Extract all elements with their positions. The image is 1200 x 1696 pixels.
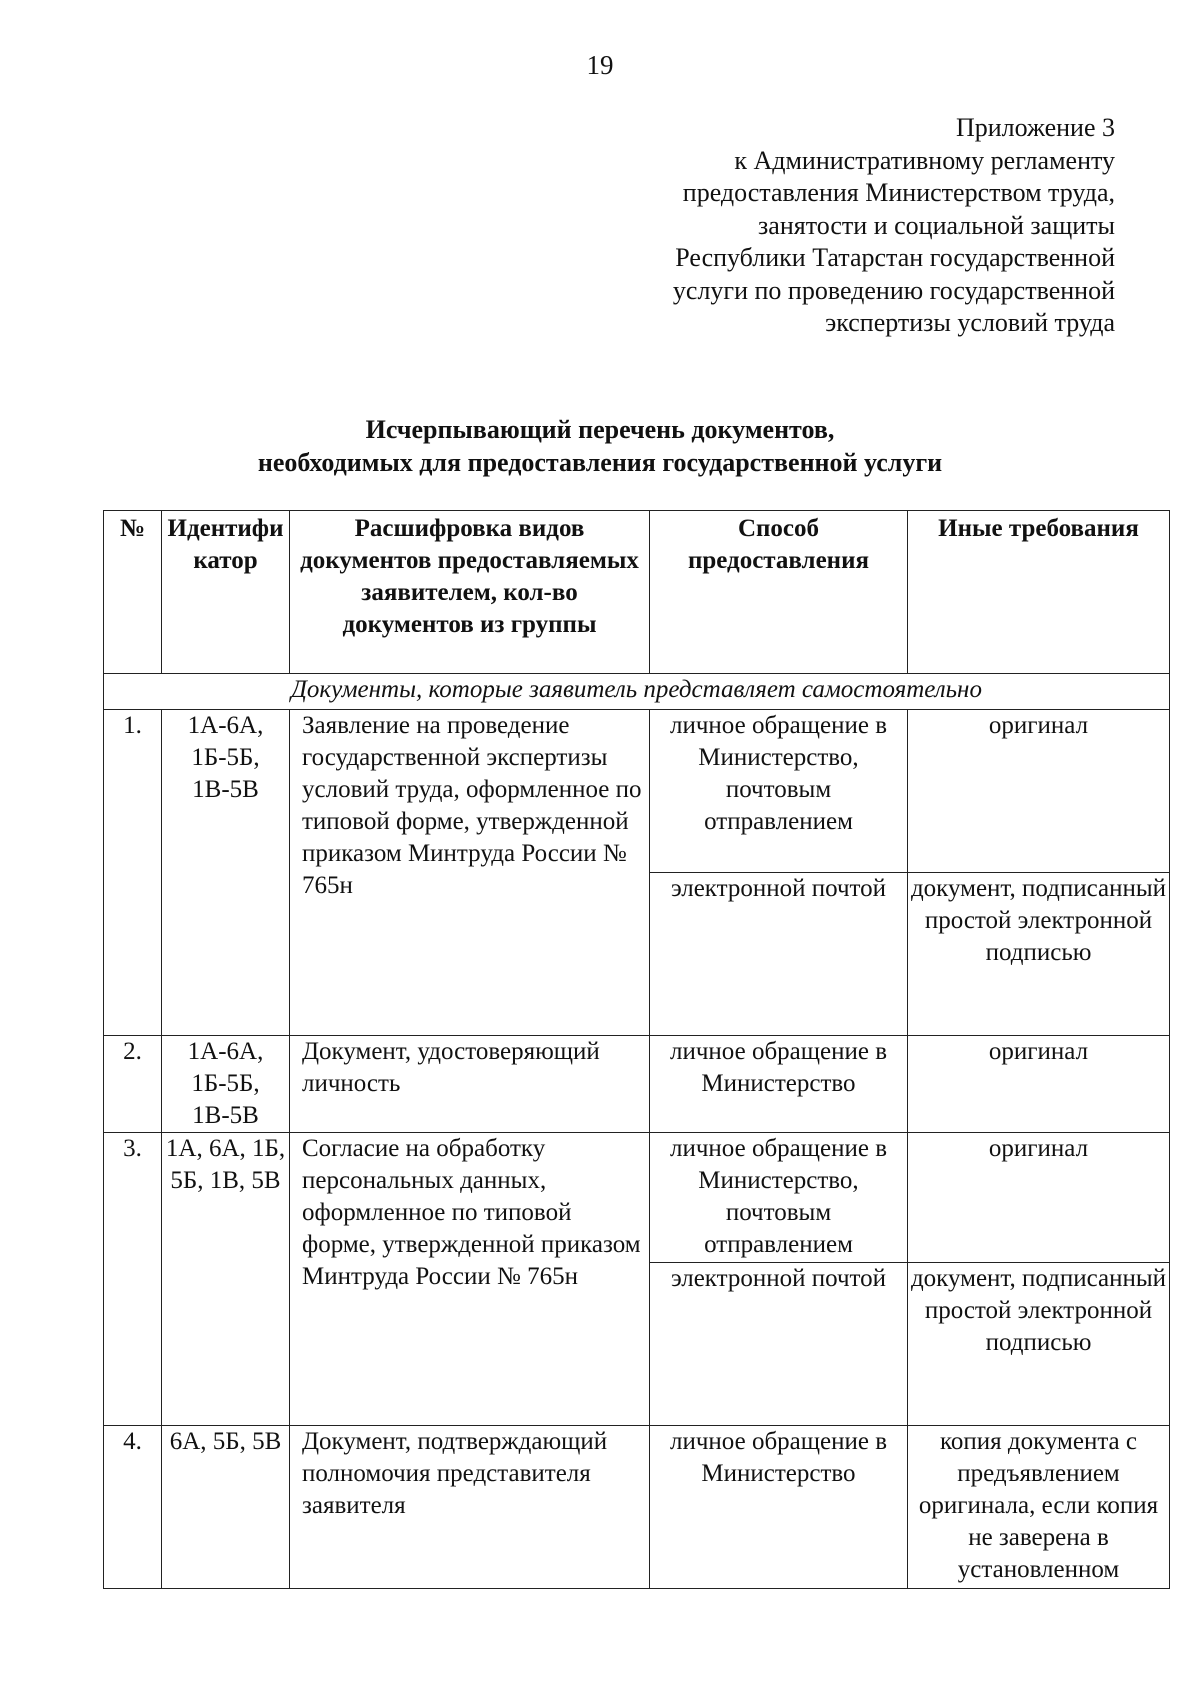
row-identifier: 1А-6А, 1Б-5Б, 1В-5В [162,710,290,1036]
row-requirement: документ, подписанный простой электронной подписью [908,873,1170,1036]
header-description: Расшифровка видов документов предоставляемых заявителем, кол-во документов из группы [290,511,650,674]
row-num: 4. [104,1426,162,1589]
annex-line: услуги по проведению государственной [672,275,1115,305]
row-requirement: копия документа с предъявлением оригинала, если копия не заверена в установленном [908,1426,1170,1589]
row-method: электронной почтой [650,1263,908,1426]
document-title-line: Исчерпывающий перечень документов, [365,415,835,444]
table-header-row [104,511,1170,674]
row-description: Документ, удостоверяющий личность [290,1036,650,1133]
table-row [104,1036,1170,1133]
table-row [104,710,1170,873]
row-method: личное обращение в Министерство, почтовым отправлением [650,1133,908,1263]
header-num: № [104,511,162,674]
row-num: 2. [104,1036,162,1133]
row-description: Согласие на обработку персональных данных, оформленное по типовой форме, утвержденной приказом Минтруда России № 765н [290,1133,650,1426]
row-requirement: оригинал [908,1036,1170,1133]
section-title: Документы, которые заявитель представляет самостоятельно [104,674,1170,710]
row-identifier: 6А, 5Б, 5В [162,1426,290,1589]
row-identifier: 1А-6А, 1Б-5Б, 1В-5В [162,1036,290,1133]
row-description: Заявление на проведение государственной экспертизы условий труда, оформленное по типовой форме, утвержденной приказом Минтруда России № 765н [290,710,650,1036]
documents-table [103,510,1170,1589]
row-method: личное обращение в Министерство [650,1036,908,1133]
annex-line: Приложение 3 [955,113,1115,142]
header-identifier: Идентификатор [162,511,290,674]
header-requirements: Иные требования [908,511,1170,674]
annex-line: предоставления Министерством труда, [682,178,1115,207]
row-num: 1. [104,710,162,1036]
section-row [104,674,1170,710]
annex-line: экспертизы условий труда [825,308,1115,337]
annex-block [495,112,1115,340]
row-requirement: оригинал [908,1133,1170,1263]
table-row [104,1133,1170,1263]
row-method: электронной почтой [650,873,908,1036]
page-number: 19 [586,50,614,80]
header-method: Способ предоставления [650,511,908,674]
row-identifier: 1А, 6А, 1Б, 5Б, 1В, 5В [162,1133,290,1426]
document-title-line: необходимых для предоставления государственной услуги [257,448,943,477]
row-num: 3. [104,1133,162,1426]
row-requirement: оригинал [908,710,1170,873]
row-method: личное обращение в Министерство, почтовым отправлением [650,710,908,873]
row-requirement: документ, подписанный простой электронной подписью [908,1263,1170,1426]
annex-line: занятости и социальной защиты [758,210,1115,240]
row-description: Документ, подтверждающий полномочия представителя заявителя [290,1426,650,1589]
document-title [0,413,1200,479]
annex-line: Республики Татарстан государственной [675,243,1115,272]
table-row [104,1426,1170,1589]
row-method: личное обращение в Министерство [650,1426,908,1589]
annex-line: к Административному регламенту [734,145,1115,175]
